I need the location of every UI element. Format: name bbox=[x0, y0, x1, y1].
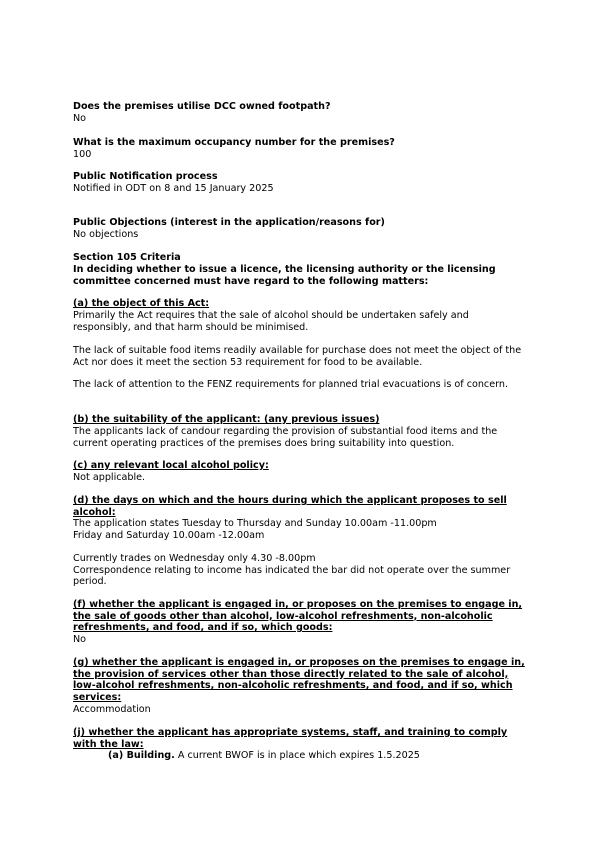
object-paragraph-2: The lack of suitable food items readily available for purchase does not meet the object of the Act nor does it meet the section 53 requirement for food to be available. bbox=[73, 345, 522, 368]
services-heading: (g) whether the applicant is engaged in, or proposes on the premises to engage in, the provision of services other than those directly related to the sale of alcohol, low-alcohol refreshments, non-alcoholic refreshments, and food, and if so, which services: bbox=[73, 657, 525, 703]
days-paragraph-2: Currently trades on Wednesday only 4.30 -8.00pm Correspondence relating to income has indicated the bar did not operate over the summer period. bbox=[73, 553, 511, 588]
criteria-intro: In deciding whether to issue a licence, the licensing authority or the licensing committee concerned must have regard to the following matters: bbox=[73, 264, 496, 287]
policy-heading: (c) any relevant local alcohol policy: bbox=[73, 460, 269, 471]
goods-heading: (f) whether the applicant is engaged in, or proposes on the premises to engage in, the sale of goods other than alcohol, low-alcohol refreshments, non-alcoholic refreshments, and food, and if so, which goods: bbox=[73, 599, 523, 634]
criteria-heading: Section 105 Criteria bbox=[73, 252, 181, 263]
suitability-text: The applicants lack of candour regarding the provision of substantial food items and the current operating practices of the premises does bring suitability into question. bbox=[73, 426, 498, 449]
building-text: A current BWOF is in place which expires 1.5.2025 bbox=[174, 750, 420, 761]
days-paragraph-1: The application states Tuesday to Thursday and Sunday 10.00am -11.00pm Friday and Saturday 10.00am -12.00am bbox=[73, 518, 437, 541]
object-paragraph-3: The lack of attention to the FENZ requirements for planned trial evacuations is of concern. bbox=[73, 379, 509, 390]
occupancy-question: What is the maximum occupancy number for the premises? bbox=[73, 137, 395, 148]
object-paragraph-1: Primarily the Act requires that the sale of alcohol should be undertaken safely and responsibly, and that harm should be minimised. bbox=[73, 310, 469, 333]
systems-heading: (j) whether the applicant has appropriate systems, staff, and training to comply with the law: bbox=[73, 727, 508, 750]
objections-text: No objections bbox=[73, 229, 139, 240]
notification-heading: Public Notification process bbox=[73, 171, 218, 182]
occupancy-answer: 100 bbox=[73, 149, 92, 160]
services-text: Accommodation bbox=[73, 704, 151, 715]
policy-text: Not applicable. bbox=[73, 472, 146, 483]
building-label: (a) Building. bbox=[108, 750, 175, 761]
footpath-question: Does the premises utilise DCC owned footpath? bbox=[73, 101, 331, 112]
goods-text: No bbox=[73, 634, 87, 645]
notification-text: Notified in ODT on 8 and 15 January 2025 bbox=[73, 183, 274, 194]
days-heading: (d) the days on which and the hours during which the applicant proposes to sell alcohol: bbox=[73, 495, 507, 518]
object-heading: (a) the object of this Act: bbox=[73, 298, 210, 309]
suitability-heading: (b) the suitability of the applicant: (any previous issues) bbox=[73, 414, 380, 425]
footpath-answer: No bbox=[73, 113, 87, 124]
building-item bbox=[108, 750, 528, 762]
objections-heading: Public Objections (interest in the application/reasons for) bbox=[73, 217, 385, 228]
